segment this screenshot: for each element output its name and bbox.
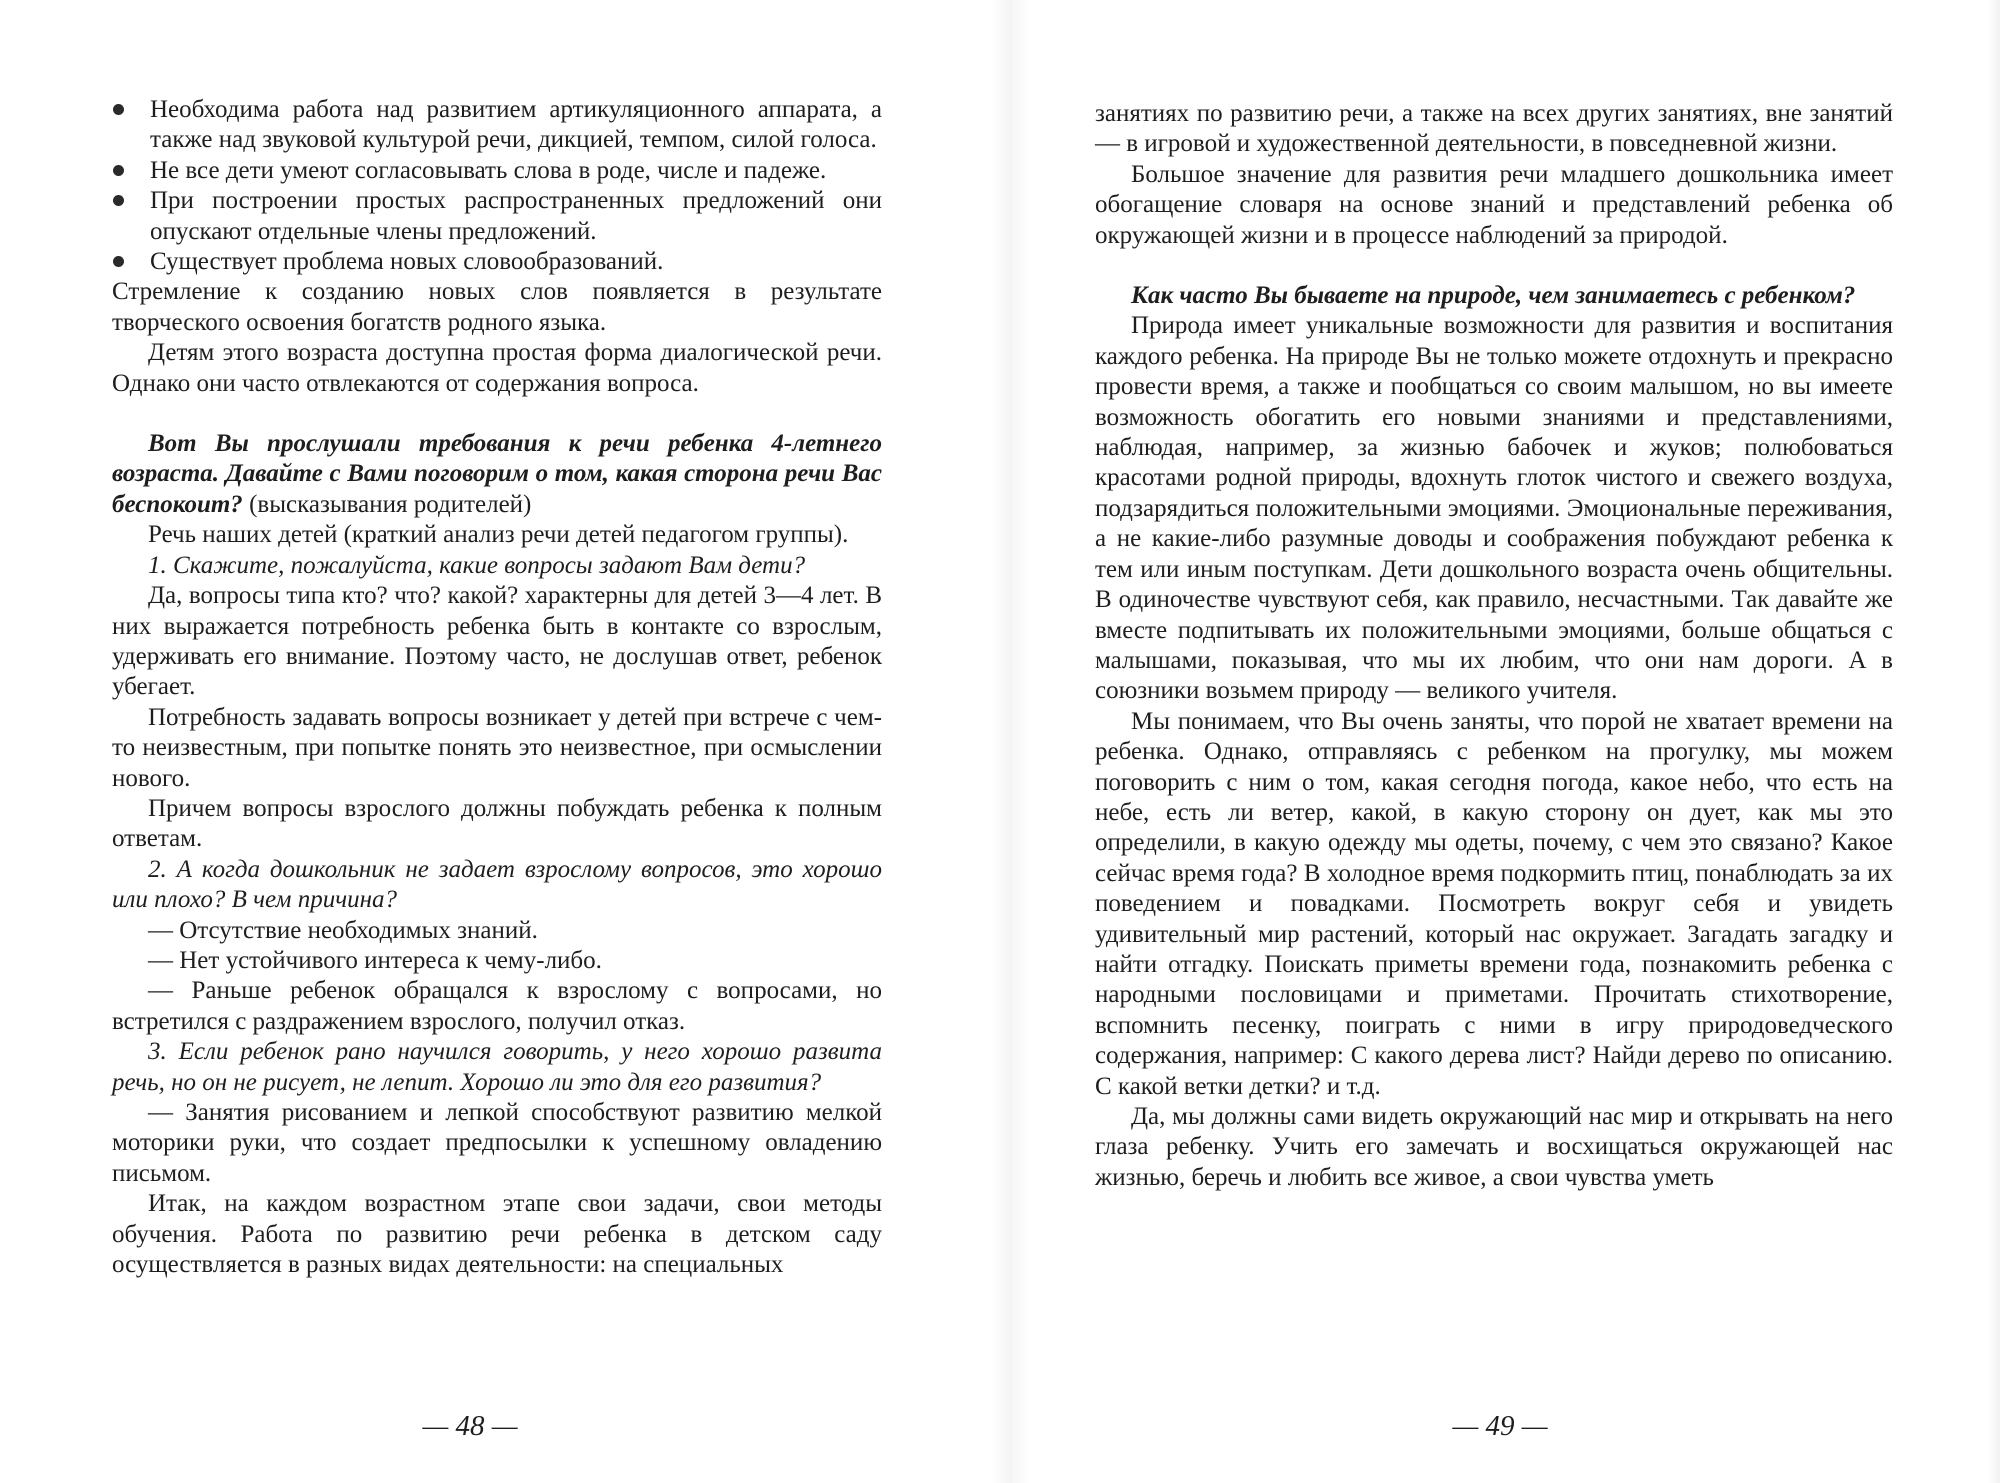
paragraph: занятиях по развитию речи, а также на всех других занятиях, вне занятий — в игровой и художественной деятельности, в повседневной жизни. [1095,100,1893,158]
paragraph: Да, мы должны сами видеть окружающий нас мир и открывать на него глаза ребенку. Учить его замечать и восхищаться окружающей нас жизнью, беречь и любить все живое, а свои чувства уметь [1095,1103,1893,1191]
answer-item: — Отсутствие необходимых знаний. [148,916,538,944]
page-edge-shadow [1988,0,2000,1483]
question-bold: Вот Вы прослушали требования к речи ребенка 4-летнего возраста. Давайте с Вами поговорим о том, какая сторона речи Вас беспокоит? [112,430,882,518]
paragraph: Да, вопросы типа кто? что? какой? характерны для детей 3—4 лет. В них выражается потребность ребенка быть в контакте со взрослым, удерживать его внимание. Поэтому часто, не дослушав ответ, ребенок убегает. [112,582,882,701]
list-item: Необходима работа над развитием артикуляционного аппарата, а также над звуковой культурой речи, дикцией, темпом, силой голоса. [112,95,882,156]
paragraph: Стремление к созданию новых слов появляется в результате творческого освоения богатств родного языка. [112,278,882,336]
paragraph: Потребность задавать вопросы возникает у детей при встрече с чем-то неизвестным, при попытке понять это неизвестное, при осмыслении нового. [112,703,882,792]
question-note: (высказывания родителей) [242,490,532,518]
bullet-icon [113,165,124,176]
right-page [1000,0,2000,1483]
left-page-text [112,95,882,1280]
bullet-list [112,95,882,277]
paragraph: Итак, на каждом возрастном этапе свои задачи, свои методы обучения. Работа по развитию речи ребенка в детском саду осуществляется в разных видах деятельности: на специальных [112,1190,882,1279]
list-item: При построении простых распространенных предложений они опускают отдельные члены предложений. [112,186,882,247]
paragraph: Речь наших детей (краткий анализ речи детей педагогом группы). [148,521,849,549]
question-1: 1. Скажите, пожалуйста, какие вопросы задают Вам дети? [148,551,806,579]
answer-item: — Занятия рисованием и лепкой способствуют развитию мелкой моторики руки, что создает предпосылки к успешному овладению письмом. [112,1099,882,1187]
list-item: Существует проблема новых словообразований. [112,247,882,277]
bullet-icon [113,256,124,267]
page-number: — 49 — [1452,1410,1548,1442]
paragraph: Большое значение для развития речи младшего дошкольника имеет обогащение словаря на основе знаний и представлений ребенка об окружающей жизни и в процессе наблюдений за природой. [1095,160,1893,249]
page-number: — 48 — [422,1410,518,1442]
bullet-icon [113,195,124,206]
book-gutter [990,0,1030,1483]
right-page-text [1095,99,1893,1193]
question-3: 3. Если ребенок рано научился говорить, у него хорошо развита речь, но он не рисует, не лепит. Хорошо ли это для его развития? [112,1038,882,1096]
question-heading [112,429,882,520]
paragraph: Причем вопросы взрослого должны побуждать ребенка к полным ответам. [112,794,882,853]
list-item: Не все дети умеют согласовывать слова в роде, числе и падеже. [112,156,882,186]
answer-item: — Нет устойчивого интереса к чему-либо. [148,946,602,974]
paragraph: Мы понимаем, что Вы очень заняты, что порой не хватает времени на ребенка. Однако, отправляясь с ребенком на прогулку, мы можем поговорить с ним о том, какая сегодня погода, какое небо, что есть на небе, есть ли ветер, какой, в какую сторону он дует, как мы это определили, в какую одежду мы одеты, почему, с чем это связано? Какое сейчас время года? В холодное время подкормить птиц, понаблюдать за их поведением и повадками. Посмотреть вокруг себя и увидеть удивительный мир растений, который нас окружает. Загадать загадку и найти отгадку. Поискать приметы времени года, познакомить ребенка с народными пословицами и приметами. Прочитать стихотворение, вспомнить песенку, поиграть с ними в игру природоведческого содержания, например: С какого дерева лист? Найди дерево по описанию. С какой ветки детки? и т.д. [1095,707,1893,1100]
answer-item: — Раньше ребенок обращался к взрослому с вопросами, но встретился с раздражением взрослого, получил отказ. [112,977,882,1035]
question-2: 2. А когда дошкольник не задает взрослому вопросов, это хорошо или плохо? В чем причина? [112,855,882,914]
paragraph: Природа имеет уникальные возможности для развития и воспитания каждого ребенка. На природе Вы не только можете отдохнуть и прекрасно провести время, а также и пообщаться со своим малышом, но вы имеете возможность обогатить его новыми знаниями и представлениями, наблюдая, например, за жизнью бабочек и жуков; полюбоваться красотами родной природы, вдохнуть глоток чистого и свежего воздуха, подзарядиться положительными эмоциями. Эмоциональные переживания, а не какие-либо разумные доводы и соображения побуждают ребенка к тем или иным поступкам. Дети дошкольного возраста очень общительны. В одиночестве чувствуют себя, как правило, несчастными. Так давайте же вместе подпитывать их положительными эмоциями, больше общаться с малышами, показывая, что мы их любим, что они нам дороги. А в союзники возьмем природу — великого учителя. [1095,312,1893,705]
question-heading: Как часто Вы бываете на природе, чем занимаетесь с ребенком? [1131,282,1856,310]
bullet-icon [113,104,124,115]
paragraph: Детям этого возраста доступна простая форма диалогической речи. Однако они часто отвлекаются от содержания вопроса. [112,339,882,397]
